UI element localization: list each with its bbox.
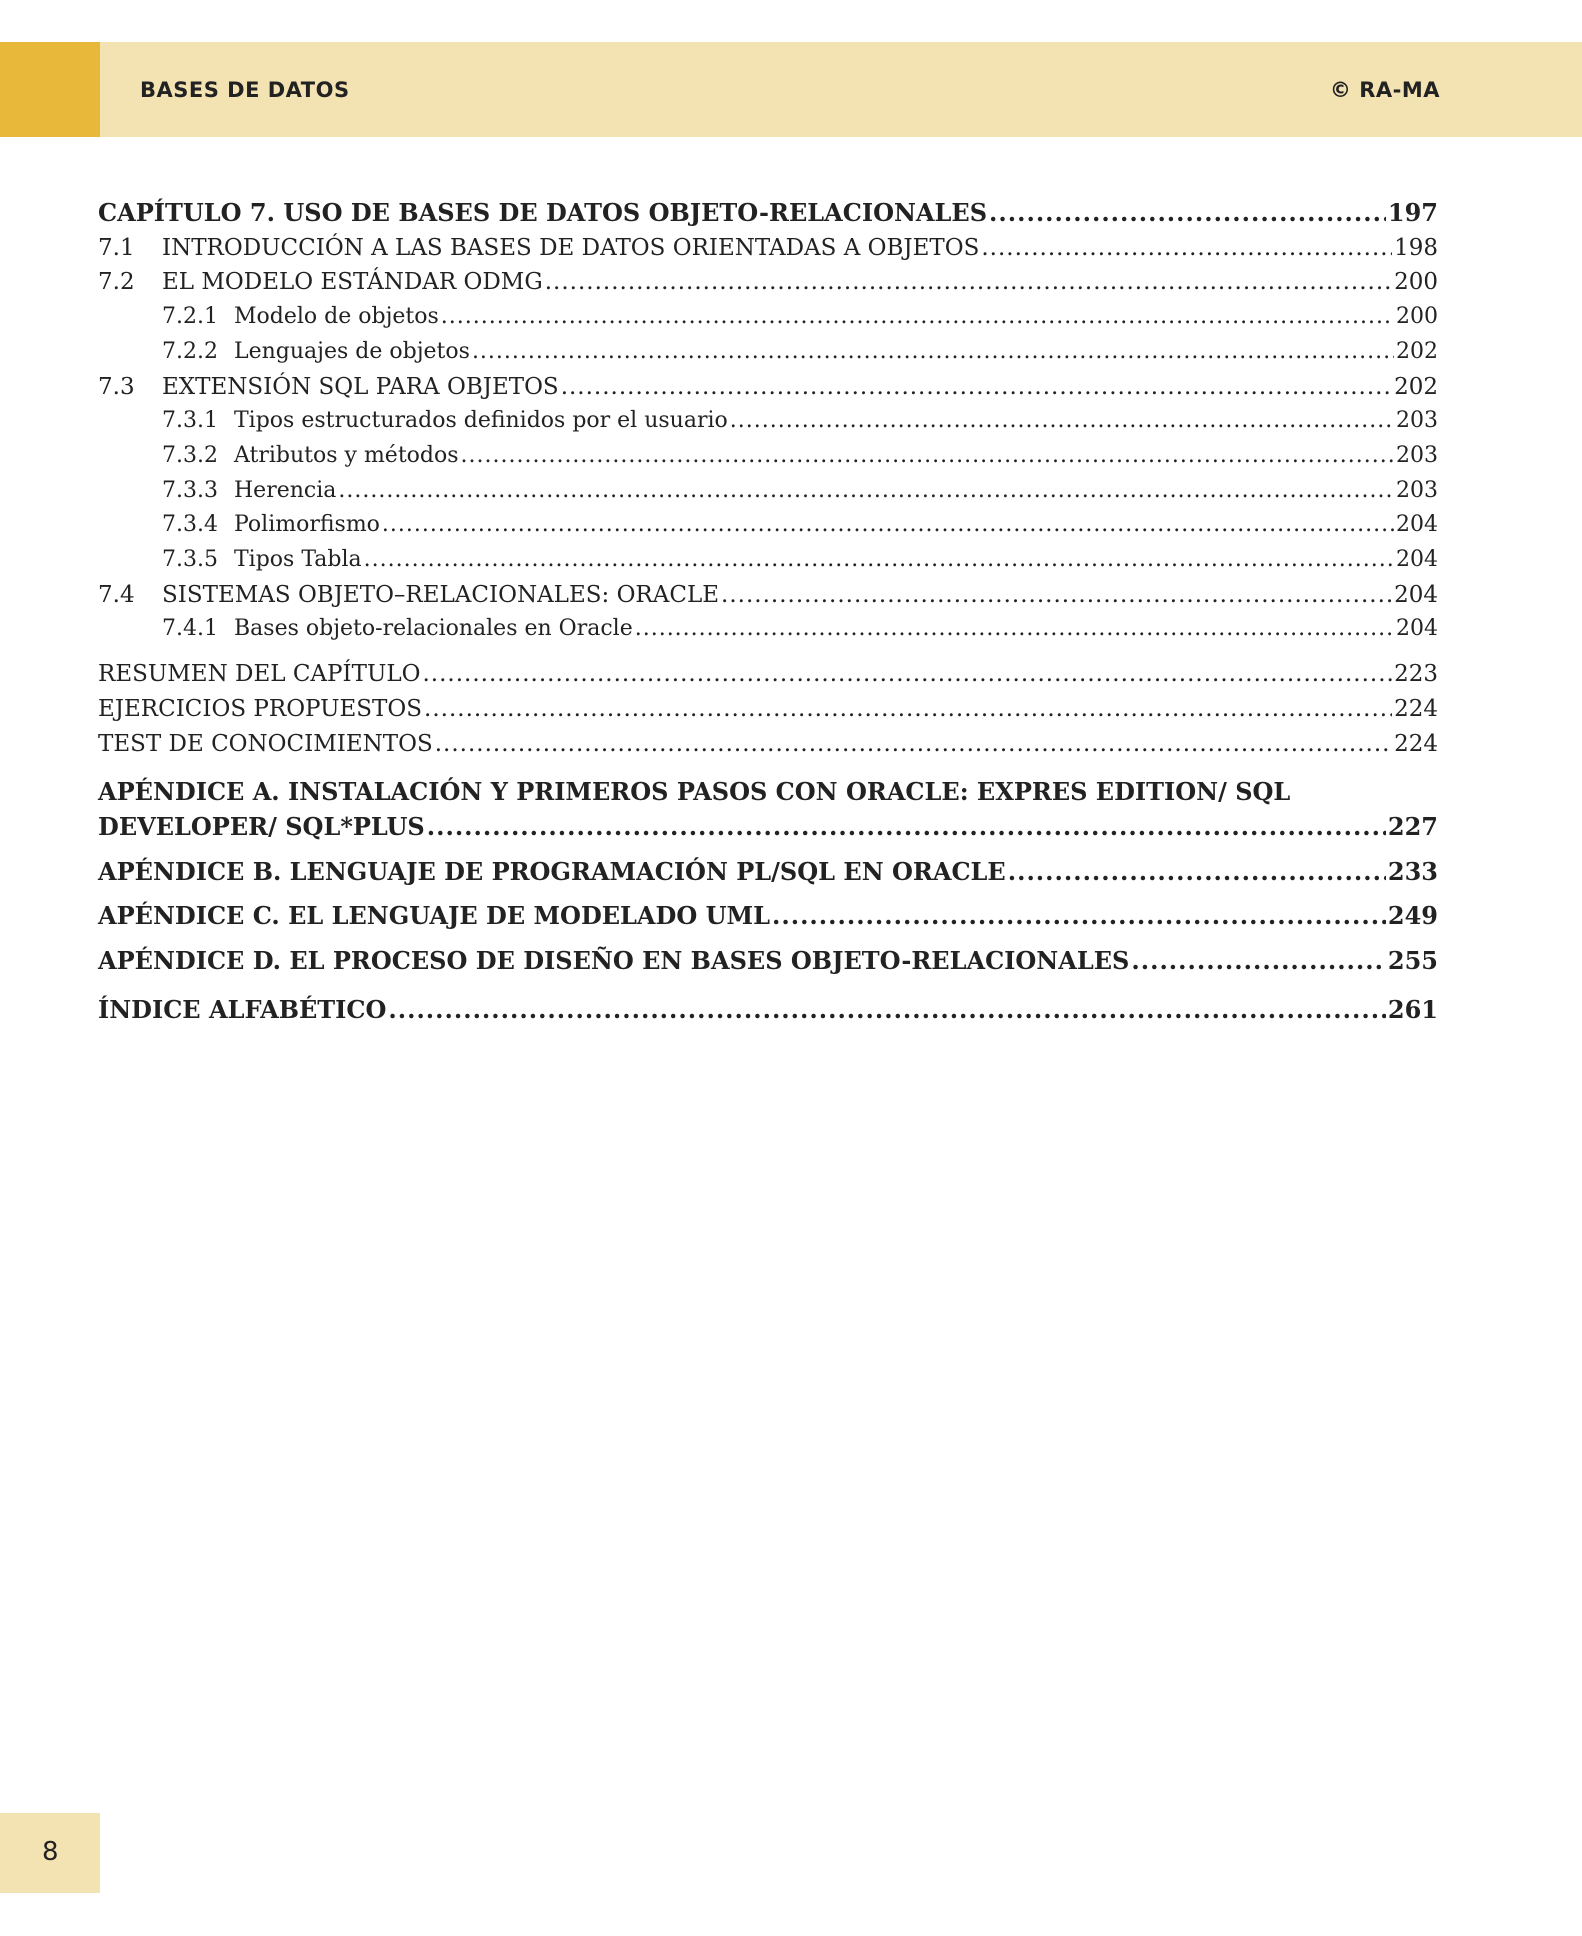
toc-entry-text: APÉNDICE A. INSTALACIÓN Y PRIMEROS PASOS CON ORACLE: EXPRES EDITION/ SQL (98, 777, 1291, 807)
toc-page-number: 204 (1396, 616, 1438, 642)
dot-leader (561, 370, 1392, 405)
toc-page-number: 204 (1396, 547, 1438, 573)
toc-page-number: 261 (1387, 994, 1438, 1024)
table-of-contents (98, 196, 1438, 1027)
dot-leader (1131, 944, 1386, 979)
toc-page-number: 203 (1396, 408, 1438, 434)
running-header (0, 42, 1582, 137)
spacer (98, 979, 1438, 993)
toc-ejercicios[interactable] (98, 692, 1438, 727)
dot-leader (772, 899, 1386, 934)
toc-section-7-3-3[interactable] (98, 474, 1438, 509)
toc-page-number: 200 (1394, 269, 1438, 296)
toc-section-7-4[interactable] (98, 578, 1438, 613)
toc-entry-text: INTRODUCCIÓN A LAS BASES DE DATOS ORIENTADAS A OBJETOS (162, 234, 980, 261)
section-number: 7.3 (98, 373, 135, 400)
section-number: 7.3.4 (162, 512, 218, 538)
toc-page-number: 198 (1394, 234, 1438, 261)
toc-page-number: 204 (1394, 581, 1438, 608)
section-number: 7.1 (98, 234, 135, 261)
toc-page-number: 224 (1394, 695, 1438, 722)
toc-test[interactable] (98, 727, 1438, 762)
toc-entry-text: Polimorfismo (234, 512, 380, 538)
dot-leader (338, 474, 1394, 509)
spacer (98, 889, 1438, 899)
toc-page-number: 202 (1396, 338, 1438, 364)
toc-entry-text: Atributos y métodos (234, 442, 459, 468)
toc-section-7-3-2[interactable] (98, 439, 1438, 474)
toc-resumen[interactable] (98, 657, 1438, 692)
toc-appendix-b[interactable] (98, 855, 1438, 890)
toc-entry-text: Modelo de objetos (234, 304, 439, 330)
toc-page-number: 200 (1396, 304, 1438, 330)
toc-page-number: 197 (1387, 198, 1438, 227)
toc-section-7-2-2[interactable] (98, 335, 1438, 370)
toc-page-number: 255 (1387, 946, 1438, 976)
toc-section-7-2[interactable] (98, 265, 1438, 300)
toc-appendix-a[interactable] (98, 775, 1438, 844)
spacer (98, 934, 1438, 944)
section-number: 7.2.2 (162, 338, 218, 364)
dot-leader (461, 439, 1394, 474)
toc-section-7-3-5[interactable] (98, 543, 1438, 578)
toc-entry-text: ÍNDICE ALFABÉTICO (98, 994, 387, 1024)
toc-entry-text: DEVELOPER/ SQL*PLUS (98, 811, 425, 841)
toc-entry-text: Tipos estructurados definidos por el usuario (234, 408, 728, 434)
toc-entry-text: EL MODELO ESTÁNDAR ODMG (162, 269, 543, 296)
book-title: BASES DE DATOS (140, 78, 350, 102)
dot-leader (427, 810, 1386, 845)
section-number: 7.3.5 (162, 547, 218, 573)
dot-leader (424, 692, 1392, 727)
dot-leader (435, 727, 1392, 762)
toc-section-7-3-4[interactable] (98, 508, 1438, 543)
toc-index[interactable] (98, 993, 1438, 1028)
toc-page-number: 202 (1394, 373, 1438, 400)
toc-section-7-1[interactable] (98, 231, 1438, 266)
dot-leader (382, 508, 1394, 543)
section-number: 7.2 (98, 269, 135, 296)
header-accent-block (0, 42, 100, 137)
section-number: 7.4.1 (162, 616, 218, 642)
toc-page-number: 204 (1396, 512, 1438, 538)
toc-entry-text: Bases objeto-relacionales en Oracle (234, 616, 633, 642)
toc-page-number: 203 (1396, 477, 1438, 503)
dot-leader (545, 265, 1392, 300)
page-number: 8 (42, 1837, 59, 1867)
dot-leader (441, 300, 1394, 335)
toc-entry-text: RESUMEN DEL CAPÍTULO (98, 661, 421, 688)
toc-entry-text: EJERCICIOS PROPUESTOS (98, 695, 423, 722)
toc-page-number: 223 (1394, 661, 1438, 688)
toc-page-number: 224 (1394, 730, 1438, 757)
dot-leader (721, 578, 1392, 613)
toc-section-7-3-1[interactable] (98, 404, 1438, 439)
spacer (98, 845, 1438, 855)
dot-leader (635, 612, 1394, 647)
toc-entry-text: CAPÍTULO 7. USO DE BASES DE DATOS OBJETO-RELACIONALES (98, 198, 988, 227)
dot-leader (1008, 855, 1386, 890)
toc-entry-text: APÉNDICE B. LENGUAJE DE PROGRAMACIÓN PL/SQL EN ORACLE (98, 856, 1006, 886)
dot-leader (989, 196, 1386, 231)
toc-appendix-d[interactable] (98, 944, 1438, 979)
toc-entry-text: SISTEMAS OBJETO–RELACIONALES: ORACLE (162, 581, 720, 608)
toc-section-7-4-1[interactable] (98, 612, 1438, 647)
dot-leader (981, 231, 1392, 266)
dot-leader (472, 335, 1394, 370)
toc-section-7-3[interactable] (98, 370, 1438, 405)
toc-section-7-2-1[interactable] (98, 300, 1438, 335)
publisher-label: © RA-MA (1329, 78, 1440, 102)
dot-leader (422, 657, 1392, 692)
section-number: 7.3.3 (162, 477, 218, 503)
toc-entry-text: APÉNDICE C. EL LENGUAJE DE MODELADO UML (98, 901, 770, 931)
section-number: 7.3.1 (162, 408, 218, 434)
toc-appendix-a-line2 (98, 810, 1438, 845)
toc-entry-text: Lenguajes de objetos (234, 338, 470, 364)
toc-entry-text: Herencia (234, 477, 337, 503)
toc-page-number: 227 (1387, 811, 1438, 841)
spacer (98, 647, 1438, 657)
toc-entry-text: TEST DE CONOCIMIENTOS (98, 730, 433, 757)
page-number-box (0, 1813, 100, 1893)
toc-page-number: 233 (1387, 856, 1438, 886)
section-number: 7.4 (98, 581, 135, 608)
dot-leader (388, 993, 1386, 1028)
spacer (98, 761, 1438, 775)
toc-appendix-c[interactable] (98, 899, 1438, 934)
toc-chapter-7[interactable] (98, 196, 1438, 231)
dot-leader (364, 543, 1394, 578)
toc-page-number: 249 (1387, 901, 1438, 931)
toc-entry-text: APÉNDICE D. EL PROCESO DE DISEÑO EN BASES OBJETO-RELACIONALES (98, 946, 1130, 976)
section-number: 7.3.2 (162, 442, 218, 468)
toc-entry-text: Tipos Tabla (234, 547, 362, 573)
toc-entry-text: EXTENSIÓN SQL PARA OBJETOS (162, 373, 559, 400)
section-number: 7.2.1 (162, 304, 218, 330)
toc-page-number: 203 (1396, 442, 1438, 468)
dot-leader (730, 404, 1394, 439)
